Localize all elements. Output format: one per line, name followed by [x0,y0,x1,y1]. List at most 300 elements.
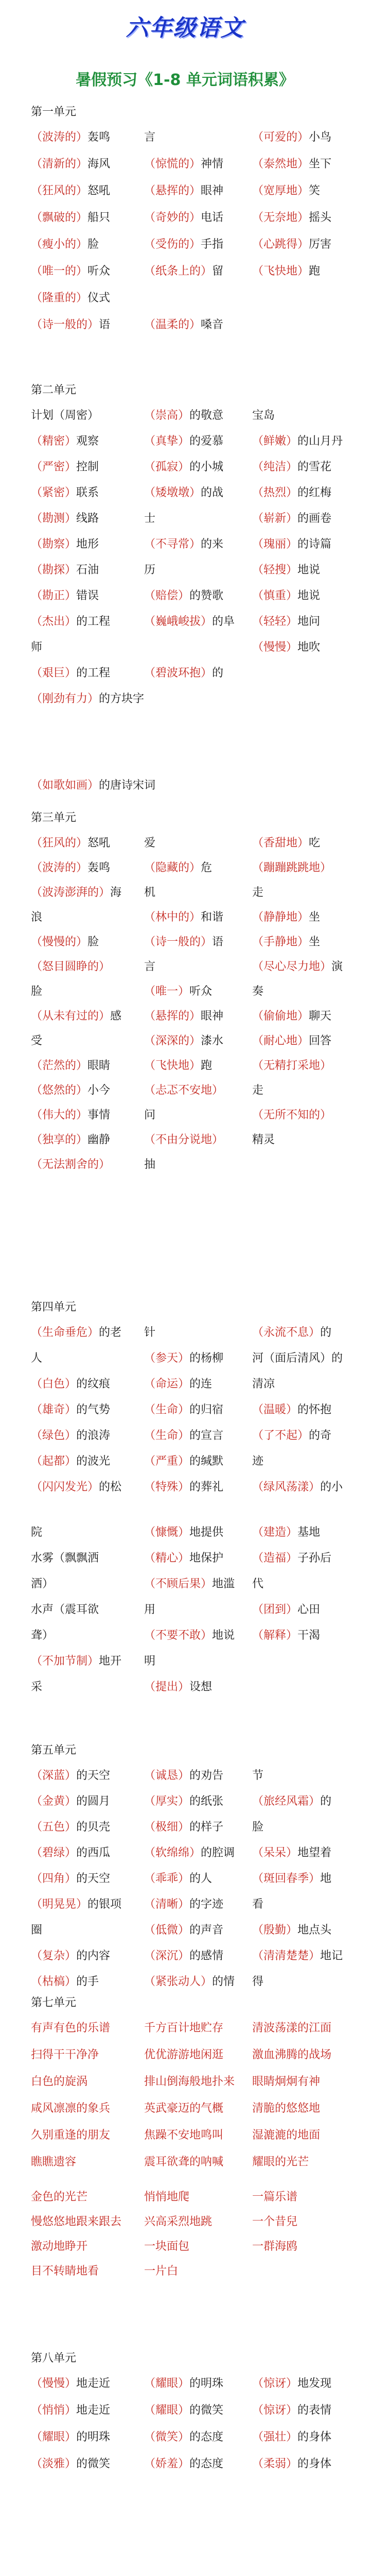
vocab-headword: 的阜 [212,615,235,628]
vocab-entry [252,2456,331,2472]
vocab-modifier: （悬挥的） [144,184,201,197]
vocab-modifier: （复杂） [31,1950,77,1962]
vocab-headword: 得 [252,1975,264,1988]
vocab-modifier: 激血沸腾的战场 [252,2048,332,2061]
vocab-entry [252,959,343,975]
vocab-entry [252,614,320,630]
vocab-modifier: （静静地） [252,911,309,924]
vocab-entry [31,1845,110,1861]
vocab-headword: 听众 [189,985,213,998]
vocab-entry [252,2021,331,2036]
vocab-modifier: （伟大的） [31,1109,88,1122]
vocab-entry [144,1628,235,1643]
vocab-modifier: （诗一般的） [31,318,99,331]
vocab-entry [252,157,331,172]
vocab-entry [144,2214,212,2230]
vocab-entry [31,1551,99,1566]
vocab-headword: 海风 [87,158,111,171]
vocab-entry [31,1351,42,1366]
vocab-modifier: （命运） [144,1378,190,1391]
vocab-entry [144,666,223,681]
vocab-modifier: （精心） [144,1552,190,1565]
vocab-headword: 脸 [87,936,99,948]
vocab-entry [252,2047,331,2063]
vocab-entry [252,2430,331,2445]
vocab-headword: 圈 [31,1924,43,1937]
vocab-modifier: 有声有色的乐谱 [31,2022,111,2035]
vocab-entry [144,1654,155,1669]
vocab-modifier: （瑰丽） [252,538,298,551]
vocab-headword: 爱 [144,837,156,850]
vocab-modifier: （清新的） [31,158,88,171]
vocab-entry [31,2190,87,2205]
vocab-entry [31,210,110,226]
vocab-modifier: （不由分说地） [144,1133,224,1146]
vocab-modifier: （慎重） [252,589,298,602]
vocab-modifier: 一篇乐谱 [252,2191,298,2204]
vocab-headword: 留 [212,265,224,278]
vocab-entry [31,2239,87,2255]
vocab-entry [144,959,155,975]
vocab-headword: 摇头 [309,211,332,224]
vocab-entry [31,2021,110,2036]
vocab-headword: 言 [144,131,156,144]
vocab-modifier: 一片白 [144,2265,179,2278]
vocab-modifier: （柔弱） [252,2458,298,2470]
vocab-entry [31,614,110,630]
vocab-entry [252,1525,320,1540]
vocab-entry [252,1948,343,1964]
vocab-entry [31,291,110,306]
vocab-headword: 的来 [201,538,224,551]
vocab-headword: 跑 [309,265,321,278]
vocab-modifier: （诚恳） [144,1769,190,1782]
vocab-headword: 的手 [76,1975,99,1988]
vocab-entry [31,984,42,999]
vocab-entry [144,2456,223,2472]
vocab-entry [144,408,223,423]
vocab-modifier: （勘察） [31,538,77,551]
vocab-headword: 眼睛 [87,1059,111,1072]
vocab-modifier: （深沉） [144,1950,190,1962]
vocab-modifier: 瞧瞧遗容 [31,2156,77,2168]
vocab-modifier: （斑回春季） [252,1872,321,1885]
vocab-entry [144,2101,223,2116]
vocab-modifier: 清波荡漾的江面 [252,2022,332,2035]
vocab-entry [144,1377,212,1392]
vocab-entry [31,1923,42,1938]
vocab-entry [252,183,320,199]
vocab-modifier: （诗一般的） [144,936,213,948]
vocab-modifier: （慢慢的） [31,936,88,948]
vocab-headword: 的银项 [87,1898,122,1911]
vocab-headword: 清凉 [252,1378,275,1391]
vocab-modifier: （怒目圆睁的） [31,960,111,973]
vocab-headword: 地滥 [212,1578,235,1590]
vocab-modifier: （四角） [31,1872,77,1885]
vocab-headword: 的微笑 [189,2404,224,2417]
vocab-headword: 的波光 [76,1455,111,1468]
vocab-entry [31,860,110,876]
vocab-modifier: 眼睛炯炯有神 [252,2075,321,2088]
vocab-entry [31,2430,110,2445]
vocab-modifier: （雄奇） [31,1403,77,1416]
vocab-entry [31,1974,99,1990]
vocab-modifier: （慢慢） [31,2377,77,2390]
vocab-headword: 的微笑 [76,2458,111,2470]
vocab-entry [252,860,331,876]
vocab-entry [252,1402,331,1418]
vocab-headword: 笑 [309,184,321,197]
vocab-modifier: 焦躁不安地鸣叫 [144,2129,224,2142]
vocab-headword: 河（面后清风）的 [252,1352,343,1365]
vocab-modifier: （碧绿） [31,1846,77,1859]
vocab-entry [252,2239,297,2255]
vocab-modifier: 兴高采烈地跳 [144,2215,213,2228]
vocab-entry [31,2376,110,2392]
vocab-modifier: （了不起） [252,1429,309,1442]
vocab-headword: 的小 [320,1481,343,1494]
vocab-headword: 的唐诗宋词 [99,779,156,792]
vocab-headword: 的感情 [189,1950,224,1962]
vocab-headword: 干渴 [297,1629,321,1642]
vocab-headword: 眼神 [201,1010,224,1023]
section-title: 第三单元 [31,811,77,824]
vocab-headword: 的气势 [76,1403,111,1416]
vocab-entry [144,1577,235,1592]
vocab-entry [31,511,99,527]
vocab-entry [144,1351,223,1366]
vocab-modifier: （隆重的） [31,292,88,304]
vocab-entry [252,1083,263,1098]
vocab-entry [144,157,223,172]
vocab-entry [252,210,331,226]
vocab-headword: 和谐 [201,911,224,924]
vocab-modifier: （软绵绵） [144,1846,201,1859]
vocab-entry [144,485,223,501]
vocab-modifier: 湿漉漉的地面 [252,2129,321,2142]
vocab-entry [31,1377,110,1392]
vocab-entry [31,1058,110,1074]
vocab-headword: 轰鸣 [87,131,111,144]
vocab-entry [31,460,99,475]
vocab-headword: 控制 [76,461,99,473]
vocab-entry [144,1794,223,1809]
vocab-modifier: （起都） [31,1455,77,1468]
vocab-headword: 心田 [297,1603,321,1616]
vocab-modifier: （香甜地） [252,837,309,850]
vocab-modifier: 金色的光芒 [31,2191,88,2204]
vocab-modifier: （不加节制） [31,1655,99,1668]
vocab-headword: 联系 [76,486,99,499]
vocab-headword: 坐下 [309,158,332,171]
vocab-headword: 的态度 [189,2431,224,2444]
vocab-modifier: （崭新） [252,512,298,525]
vocab-modifier: （微笑） [144,2431,190,2444]
vocab-entry [144,1402,223,1418]
vocab-modifier: 咸风凛凛的象兵 [31,2102,111,2115]
vocab-modifier: （手静地） [252,936,309,948]
vocab-headword: 的爱慕 [189,435,224,448]
vocab-entry [144,910,223,925]
vocab-entry [144,1157,155,1173]
vocab-entry [31,959,110,975]
vocab-entry [144,1845,235,1861]
vocab-entry [252,910,320,925]
vocab-headword: 的天空 [76,1769,111,1782]
vocab-entry [144,511,155,527]
vocab-headword: 地提供 [189,1526,224,1539]
vocab-headword: 的松 [99,1481,122,1494]
vocab-modifier: 一块面包 [144,2240,190,2253]
vocab-headword: 的小城 [189,461,224,473]
vocab-entry [144,1132,223,1148]
vocab-modifier: （孤寂） [144,461,190,473]
vocab-headword: 聊天 [309,1010,332,1023]
vocab-headword: 聋） [31,1629,54,1642]
vocab-headword: 的 [320,1326,332,1339]
vocab-headword: 基地 [297,1526,321,1539]
vocab-entry [31,1325,121,1341]
vocab-entry [252,836,320,851]
vocab-modifier: （艰巨） [31,667,77,680]
vocab-modifier: （解释） [252,1629,298,1642]
vocab-headword: 的贝壳 [76,1821,111,1834]
vocab-modifier: （娇羞） [144,2458,190,2470]
vocab-headword: 嗓音 [201,318,224,331]
vocab-modifier: （金黄） [31,1795,77,1808]
vocab-headword: 的画卷 [297,512,332,525]
vocab-entry [31,130,110,145]
vocab-headword: 危 [201,861,213,874]
vocab-headword: 机 [144,886,156,899]
vocab-modifier: （矮墩墩） [144,486,201,499]
vocab-modifier: （尽心尽力地） [252,960,332,973]
vocab-entry [31,640,42,655]
vocab-entry [252,1845,331,1861]
vocab-modifier: （枯槁） [31,1975,77,1988]
vocab-modifier: 震耳欲聋的呐喊 [144,2156,224,2168]
vocab-entry [31,1680,42,1695]
vocab-modifier: （茫然的） [31,1059,88,1072]
vocab-modifier: （飞快地） [144,1059,201,1072]
section-title: 第四单元 [31,1301,77,1314]
vocab-entry [31,1820,110,1835]
vocab-headword: 明 [144,1655,156,1668]
vocab-entry [31,485,99,501]
vocab-entry [31,2074,87,2090]
vocab-entry [144,1948,223,1964]
vocab-modifier: （呆呆） [252,1846,298,1859]
vocab-modifier: （参天） [144,1352,190,1365]
vocab-entry [252,1108,331,1123]
vocab-headword: 水雾（飘飘洒 [31,1552,99,1565]
vocab-headword: 受 [31,1035,43,1047]
vocab-headword: 的怀抱 [297,1403,332,1416]
vocab-headword: 的老 [99,1326,122,1339]
vocab-entry [31,537,99,552]
vocab-entry [31,1132,110,1148]
vocab-modifier: （慷慨） [144,1526,190,1539]
vocab-modifier: （温柔的） [144,318,201,331]
vocab-headword: 的缄默 [189,1455,224,1468]
vocab-entry [252,1428,331,1444]
vocab-modifier: （白色） [31,1378,77,1391]
vocab-modifier: （忐忑不安地） [144,1084,224,1097]
vocab-entry [144,183,223,199]
vocab-modifier: （耀眼） [31,2431,77,2444]
vocab-modifier: （淡雅） [31,2458,77,2470]
vocab-modifier: 久别重逢的朋友 [31,2129,111,2142]
section-title: 第七单元 [31,1996,77,2009]
vocab-headword: 宝岛 [252,409,275,422]
vocab-modifier: （无奈地） [252,211,309,224]
vocab-modifier: 扫得干干净净 [31,2048,99,2061]
vocab-entry [144,1680,212,1695]
vocab-headword: 小鸟 [309,131,332,144]
vocab-headword: 用 [144,1603,156,1616]
vocab-entry [252,1132,275,1148]
vocab-entry [31,2047,99,2063]
vocab-modifier: （厚实） [144,1795,190,1808]
vocab-modifier: （严密） [31,461,77,473]
vocab-headword: 浪 [31,911,43,924]
vocab-entry [144,2264,178,2279]
vocab-entry [144,2128,223,2143]
vocab-headword: 的纸张 [189,1795,224,1808]
vocab-headword: 言 [144,960,156,973]
vocab-entry [31,1654,121,1669]
vocab-modifier: （心跳得） [252,238,309,251]
vocab-modifier: （惊慌的） [144,158,201,171]
vocab-entry [31,1402,110,1418]
vocab-modifier: （独享的） [31,1133,88,1146]
section-title: 第二单元 [31,384,77,397]
vocab-modifier: （殷勤） [252,1924,298,1937]
vocab-modifier: （生命垂危） [31,1326,99,1339]
vocab-entry [252,2403,331,2418]
vocab-entry [252,408,275,423]
vocab-entry [252,563,320,578]
vocab-modifier: （清晰） [144,1898,190,1911]
vocab-headword: 的雪花 [297,461,332,473]
vocab-headword: 地望着 [297,1846,332,1859]
vocab-entry [31,434,99,449]
vocab-entry [144,2155,223,2170]
vocab-entry [31,2403,110,2418]
vocab-modifier: （不寻常） [144,538,201,551]
vocab-modifier: （提出） [144,1681,190,1693]
section-title: 第八单元 [31,2352,77,2365]
vocab-entry [252,485,331,501]
vocab-headword: 迹 [252,1455,264,1468]
vocab-modifier: （奇妙的） [144,211,201,224]
vocab-modifier: （惊讶） [252,2404,298,2417]
vocab-modifier: （清清楚楚） [252,1950,321,1962]
vocab-modifier: （真挚） [144,435,190,448]
vocab-modifier: （偷偷地） [252,1010,309,1023]
vocab-headword: 设想 [189,1681,213,1693]
vocab-entry [252,640,320,655]
vocab-modifier: （飞快地） [252,265,309,278]
vocab-headword: 错误 [76,589,99,602]
vocab-headword: 神情 [201,158,224,171]
vocab-entry [31,1083,110,1098]
vocab-headword: 洒） [31,1578,54,1590]
vocab-headword: 的杨柳 [189,1352,224,1365]
vocab-modifier: （紧张动人） [144,1975,213,1988]
vocab-entry [31,1897,121,1912]
vocab-entry [144,317,223,333]
vocab-entry [31,1525,42,1540]
vocab-entry [252,434,343,449]
vocab-headword: 演 [331,960,343,973]
vocab-entry [144,537,223,552]
vocab-headword: 地走近 [76,2404,111,2417]
vocab-entry [144,1923,223,1938]
vocab-modifier: （不顾后果） [144,1578,213,1590]
vocab-modifier: （闪闪发光） [31,1481,99,1494]
vocab-headword: 走 [252,1084,264,1097]
vocab-headword: 的表情 [297,2404,332,2417]
vocab-headword: 坐 [309,911,321,924]
vocab-entry [252,2101,320,2116]
vocab-entry [144,1033,223,1049]
vocab-headword: 士 [144,512,156,525]
vocab-headword: 听众 [87,265,111,278]
vocab-headword: 的葬礼 [189,1481,224,1494]
vocab-modifier: （紧密） [31,486,77,499]
vocab-modifier: （轻轻） [252,615,298,628]
vocab-headword: 怒吼 [87,837,111,850]
vocab-entry [252,1602,320,1618]
vocab-entry [252,1923,331,1938]
vocab-entry [144,1108,155,1123]
vocab-entry [31,935,99,950]
vocab-headword: 脸 [252,1821,264,1834]
vocab-headword: 针 [144,1326,156,1339]
vocab-modifier: （杰出） [31,615,77,628]
vocab-headword: 的浪涛 [76,1429,111,1442]
vocab-headword: 地保护 [189,1552,224,1565]
vocab-entry [252,1577,263,1592]
vocab-entry [144,2376,223,2392]
vocab-entry [144,2430,223,2445]
vocab-entry [144,1974,235,1990]
vocab-modifier: （明晃晃） [31,1898,88,1911]
vocab-entry [144,1820,223,1835]
vocab-entry [252,537,331,552]
vocab-headword: 回答 [309,1035,332,1047]
vocab-modifier: 清脆的悠悠地 [252,2102,321,2115]
vocab-headword: 船只 [87,211,111,224]
vocab-headword: 的人 [189,1872,213,1885]
vocab-modifier: （赔偿） [144,589,190,602]
vocab-modifier: （悠然的） [31,1084,88,1097]
vocab-modifier: （隐藏的） [144,861,201,874]
vocab-entry [144,1480,223,1495]
vocab-entry [31,1871,110,1887]
vocab-entry [144,588,223,604]
vocab-modifier: （惊讶） [252,2377,298,2390]
vocab-modifier: （绿色） [31,1429,77,1442]
vocab-modifier: 一群海鸥 [252,2240,298,2253]
vocab-entry [31,910,42,925]
vocab-headword: 走 [252,886,264,899]
vocab-entry [31,1033,42,1049]
vocab-headword: 的工程 [76,667,111,680]
vocab-modifier: （深蓝） [31,1769,77,1782]
